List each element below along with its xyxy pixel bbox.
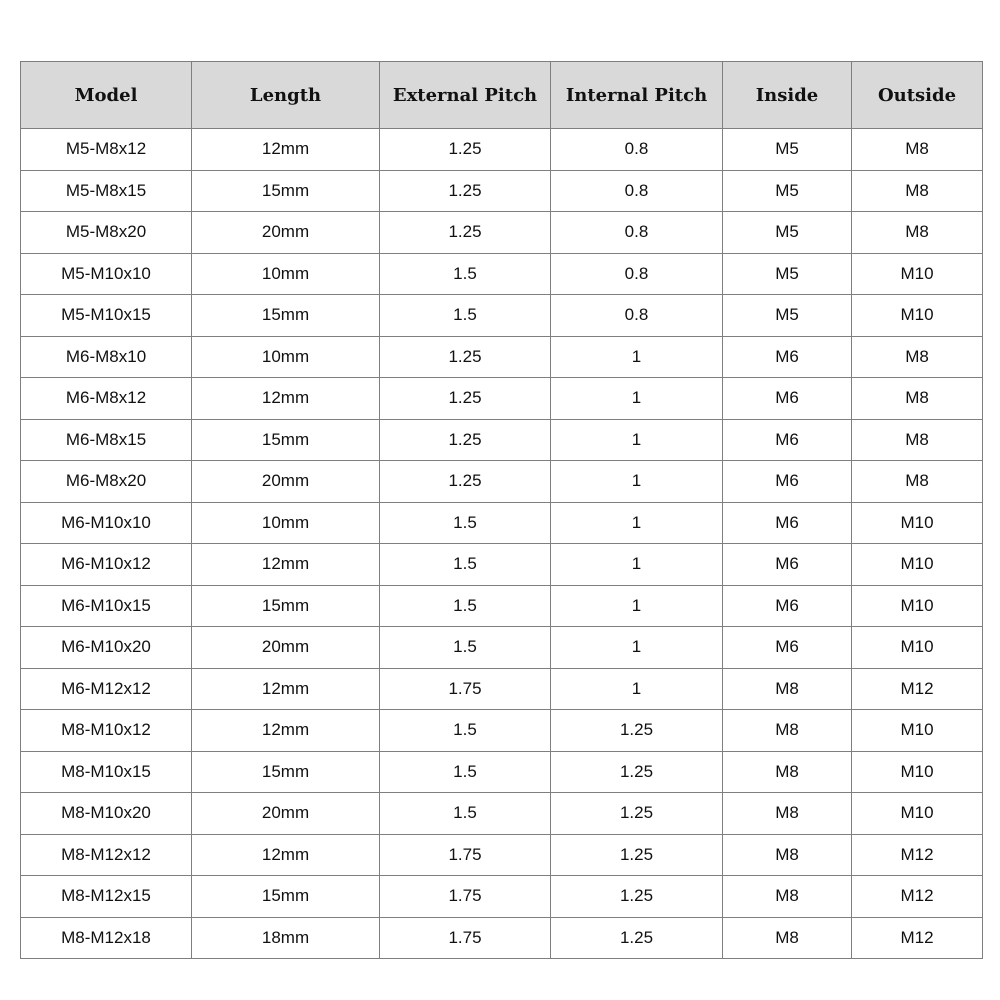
cell-model: M8-M12x15 xyxy=(21,876,192,918)
cell-internal-pitch: 1.25 xyxy=(551,710,723,752)
cell-length: 20mm xyxy=(192,461,380,503)
cell-internal-pitch: 1.25 xyxy=(551,751,723,793)
cell-outside: M8 xyxy=(852,461,983,503)
cell-external-pitch: 1.75 xyxy=(380,917,551,959)
cell-internal-pitch: 1 xyxy=(551,336,723,378)
cell-external-pitch: 1.5 xyxy=(380,627,551,669)
cell-model: M6-M10x20 xyxy=(21,627,192,669)
cell-model: M5-M10x15 xyxy=(21,295,192,337)
cell-external-pitch: 1.25 xyxy=(380,129,551,171)
cell-internal-pitch: 0.8 xyxy=(551,129,723,171)
cell-inside: M5 xyxy=(723,129,852,171)
cell-external-pitch: 1.75 xyxy=(380,834,551,876)
table-row xyxy=(21,295,983,337)
cell-internal-pitch: 1 xyxy=(551,419,723,461)
table-row xyxy=(21,378,983,420)
cell-internal-pitch: 1 xyxy=(551,461,723,503)
cell-outside: M8 xyxy=(852,336,983,378)
table-body xyxy=(21,129,983,959)
header-row xyxy=(21,62,983,129)
table-row xyxy=(21,170,983,212)
table-row xyxy=(21,793,983,835)
cell-internal-pitch: 1.25 xyxy=(551,793,723,835)
cell-model: M8-M12x18 xyxy=(21,917,192,959)
cell-internal-pitch: 1.25 xyxy=(551,917,723,959)
cell-external-pitch: 1.25 xyxy=(380,336,551,378)
cell-length: 12mm xyxy=(192,710,380,752)
table-row xyxy=(21,917,983,959)
cell-model: M6-M8x15 xyxy=(21,419,192,461)
cell-internal-pitch: 0.8 xyxy=(551,253,723,295)
cell-outside: M10 xyxy=(852,295,983,337)
cell-inside: M5 xyxy=(723,253,852,295)
cell-outside: M12 xyxy=(852,917,983,959)
table-row xyxy=(21,751,983,793)
cell-external-pitch: 1.75 xyxy=(380,876,551,918)
cell-internal-pitch: 1 xyxy=(551,627,723,669)
cell-inside: M5 xyxy=(723,170,852,212)
table-row xyxy=(21,876,983,918)
cell-outside: M12 xyxy=(852,834,983,876)
cell-internal-pitch: 1.25 xyxy=(551,834,723,876)
cell-outside: M10 xyxy=(852,793,983,835)
table-row xyxy=(21,419,983,461)
table-row xyxy=(21,336,983,378)
cell-external-pitch: 1.5 xyxy=(380,751,551,793)
cell-length: 12mm xyxy=(192,668,380,710)
cell-external-pitch: 1.5 xyxy=(380,253,551,295)
cell-outside: M8 xyxy=(852,378,983,420)
cell-inside: M8 xyxy=(723,876,852,918)
table-row xyxy=(21,585,983,627)
cell-model: M6-M10x10 xyxy=(21,502,192,544)
table-row xyxy=(21,212,983,254)
cell-external-pitch: 1.25 xyxy=(380,461,551,503)
cell-length: 15mm xyxy=(192,585,380,627)
column-header-inside: Inside xyxy=(723,62,852,129)
cell-inside: M6 xyxy=(723,419,852,461)
spec-table xyxy=(20,61,983,959)
cell-length: 10mm xyxy=(192,502,380,544)
table-row xyxy=(21,129,983,171)
cell-external-pitch: 1.5 xyxy=(380,585,551,627)
cell-inside: M6 xyxy=(723,461,852,503)
cell-external-pitch: 1.75 xyxy=(380,668,551,710)
cell-model: M6-M8x12 xyxy=(21,378,192,420)
cell-internal-pitch: 0.8 xyxy=(551,170,723,212)
cell-inside: M6 xyxy=(723,502,852,544)
cell-external-pitch: 1.5 xyxy=(380,710,551,752)
cell-model: M8-M10x12 xyxy=(21,710,192,752)
cell-internal-pitch: 1 xyxy=(551,378,723,420)
column-header-internal-pitch: Internal Pitch xyxy=(551,62,723,129)
cell-model: M6-M10x15 xyxy=(21,585,192,627)
table-row xyxy=(21,502,983,544)
cell-external-pitch: 1.25 xyxy=(380,378,551,420)
column-header-model: Model xyxy=(21,62,192,129)
cell-length: 20mm xyxy=(192,793,380,835)
cell-inside: M5 xyxy=(723,295,852,337)
cell-model: M6-M8x10 xyxy=(21,336,192,378)
cell-internal-pitch: 0.8 xyxy=(551,212,723,254)
table-header xyxy=(21,62,983,129)
cell-outside: M10 xyxy=(852,253,983,295)
cell-length: 12mm xyxy=(192,834,380,876)
column-header-outside: Outside xyxy=(852,62,983,129)
cell-outside: M10 xyxy=(852,710,983,752)
cell-inside: M8 xyxy=(723,834,852,876)
cell-model: M6-M12x12 xyxy=(21,668,192,710)
cell-external-pitch: 1.5 xyxy=(380,295,551,337)
cell-outside: M8 xyxy=(852,129,983,171)
cell-inside: M6 xyxy=(723,378,852,420)
cell-outside: M10 xyxy=(852,751,983,793)
cell-outside: M8 xyxy=(852,419,983,461)
cell-outside: M8 xyxy=(852,212,983,254)
cell-external-pitch: 1.5 xyxy=(380,544,551,586)
cell-length: 20mm xyxy=(192,212,380,254)
cell-length: 15mm xyxy=(192,295,380,337)
cell-length: 12mm xyxy=(192,378,380,420)
cell-external-pitch: 1.5 xyxy=(380,502,551,544)
cell-inside: M8 xyxy=(723,668,852,710)
table-row xyxy=(21,668,983,710)
table-row xyxy=(21,627,983,669)
cell-internal-pitch: 0.8 xyxy=(551,295,723,337)
cell-inside: M8 xyxy=(723,917,852,959)
cell-model: M6-M10x12 xyxy=(21,544,192,586)
cell-inside: M6 xyxy=(723,585,852,627)
cell-length: 15mm xyxy=(192,876,380,918)
cell-length: 12mm xyxy=(192,129,380,171)
column-header-length: Length xyxy=(192,62,380,129)
table-row xyxy=(21,253,983,295)
cell-model: M5-M8x12 xyxy=(21,129,192,171)
cell-inside: M6 xyxy=(723,627,852,669)
cell-inside: M8 xyxy=(723,710,852,752)
cell-outside: M10 xyxy=(852,585,983,627)
table-row xyxy=(21,710,983,752)
cell-inside: M8 xyxy=(723,793,852,835)
cell-outside: M8 xyxy=(852,170,983,212)
cell-length: 10mm xyxy=(192,336,380,378)
cell-inside: M8 xyxy=(723,751,852,793)
cell-length: 15mm xyxy=(192,419,380,461)
cell-outside: M12 xyxy=(852,668,983,710)
cell-model: M8-M10x15 xyxy=(21,751,192,793)
cell-length: 12mm xyxy=(192,544,380,586)
cell-model: M8-M10x20 xyxy=(21,793,192,835)
cell-external-pitch: 1.25 xyxy=(380,170,551,212)
cell-outside: M12 xyxy=(852,876,983,918)
cell-inside: M5 xyxy=(723,212,852,254)
cell-length: 15mm xyxy=(192,170,380,212)
cell-internal-pitch: 1.25 xyxy=(551,876,723,918)
cell-external-pitch: 1.25 xyxy=(380,212,551,254)
cell-external-pitch: 1.25 xyxy=(380,419,551,461)
cell-outside: M10 xyxy=(852,627,983,669)
table-row xyxy=(21,544,983,586)
cell-model: M5-M8x20 xyxy=(21,212,192,254)
cell-internal-pitch: 1 xyxy=(551,668,723,710)
cell-model: M6-M8x20 xyxy=(21,461,192,503)
cell-length: 18mm xyxy=(192,917,380,959)
column-header-external-pitch: External Pitch xyxy=(380,62,551,129)
table-row xyxy=(21,461,983,503)
cell-outside: M10 xyxy=(852,544,983,586)
cell-internal-pitch: 1 xyxy=(551,502,723,544)
cell-length: 10mm xyxy=(192,253,380,295)
cell-length: 15mm xyxy=(192,751,380,793)
table-row xyxy=(21,834,983,876)
cell-inside: M6 xyxy=(723,544,852,586)
cell-inside: M6 xyxy=(723,336,852,378)
cell-model: M8-M12x12 xyxy=(21,834,192,876)
cell-length: 20mm xyxy=(192,627,380,669)
cell-internal-pitch: 1 xyxy=(551,544,723,586)
cell-model: M5-M10x10 xyxy=(21,253,192,295)
cell-outside: M10 xyxy=(852,502,983,544)
cell-external-pitch: 1.5 xyxy=(380,793,551,835)
cell-model: M5-M8x15 xyxy=(21,170,192,212)
cell-internal-pitch: 1 xyxy=(551,585,723,627)
